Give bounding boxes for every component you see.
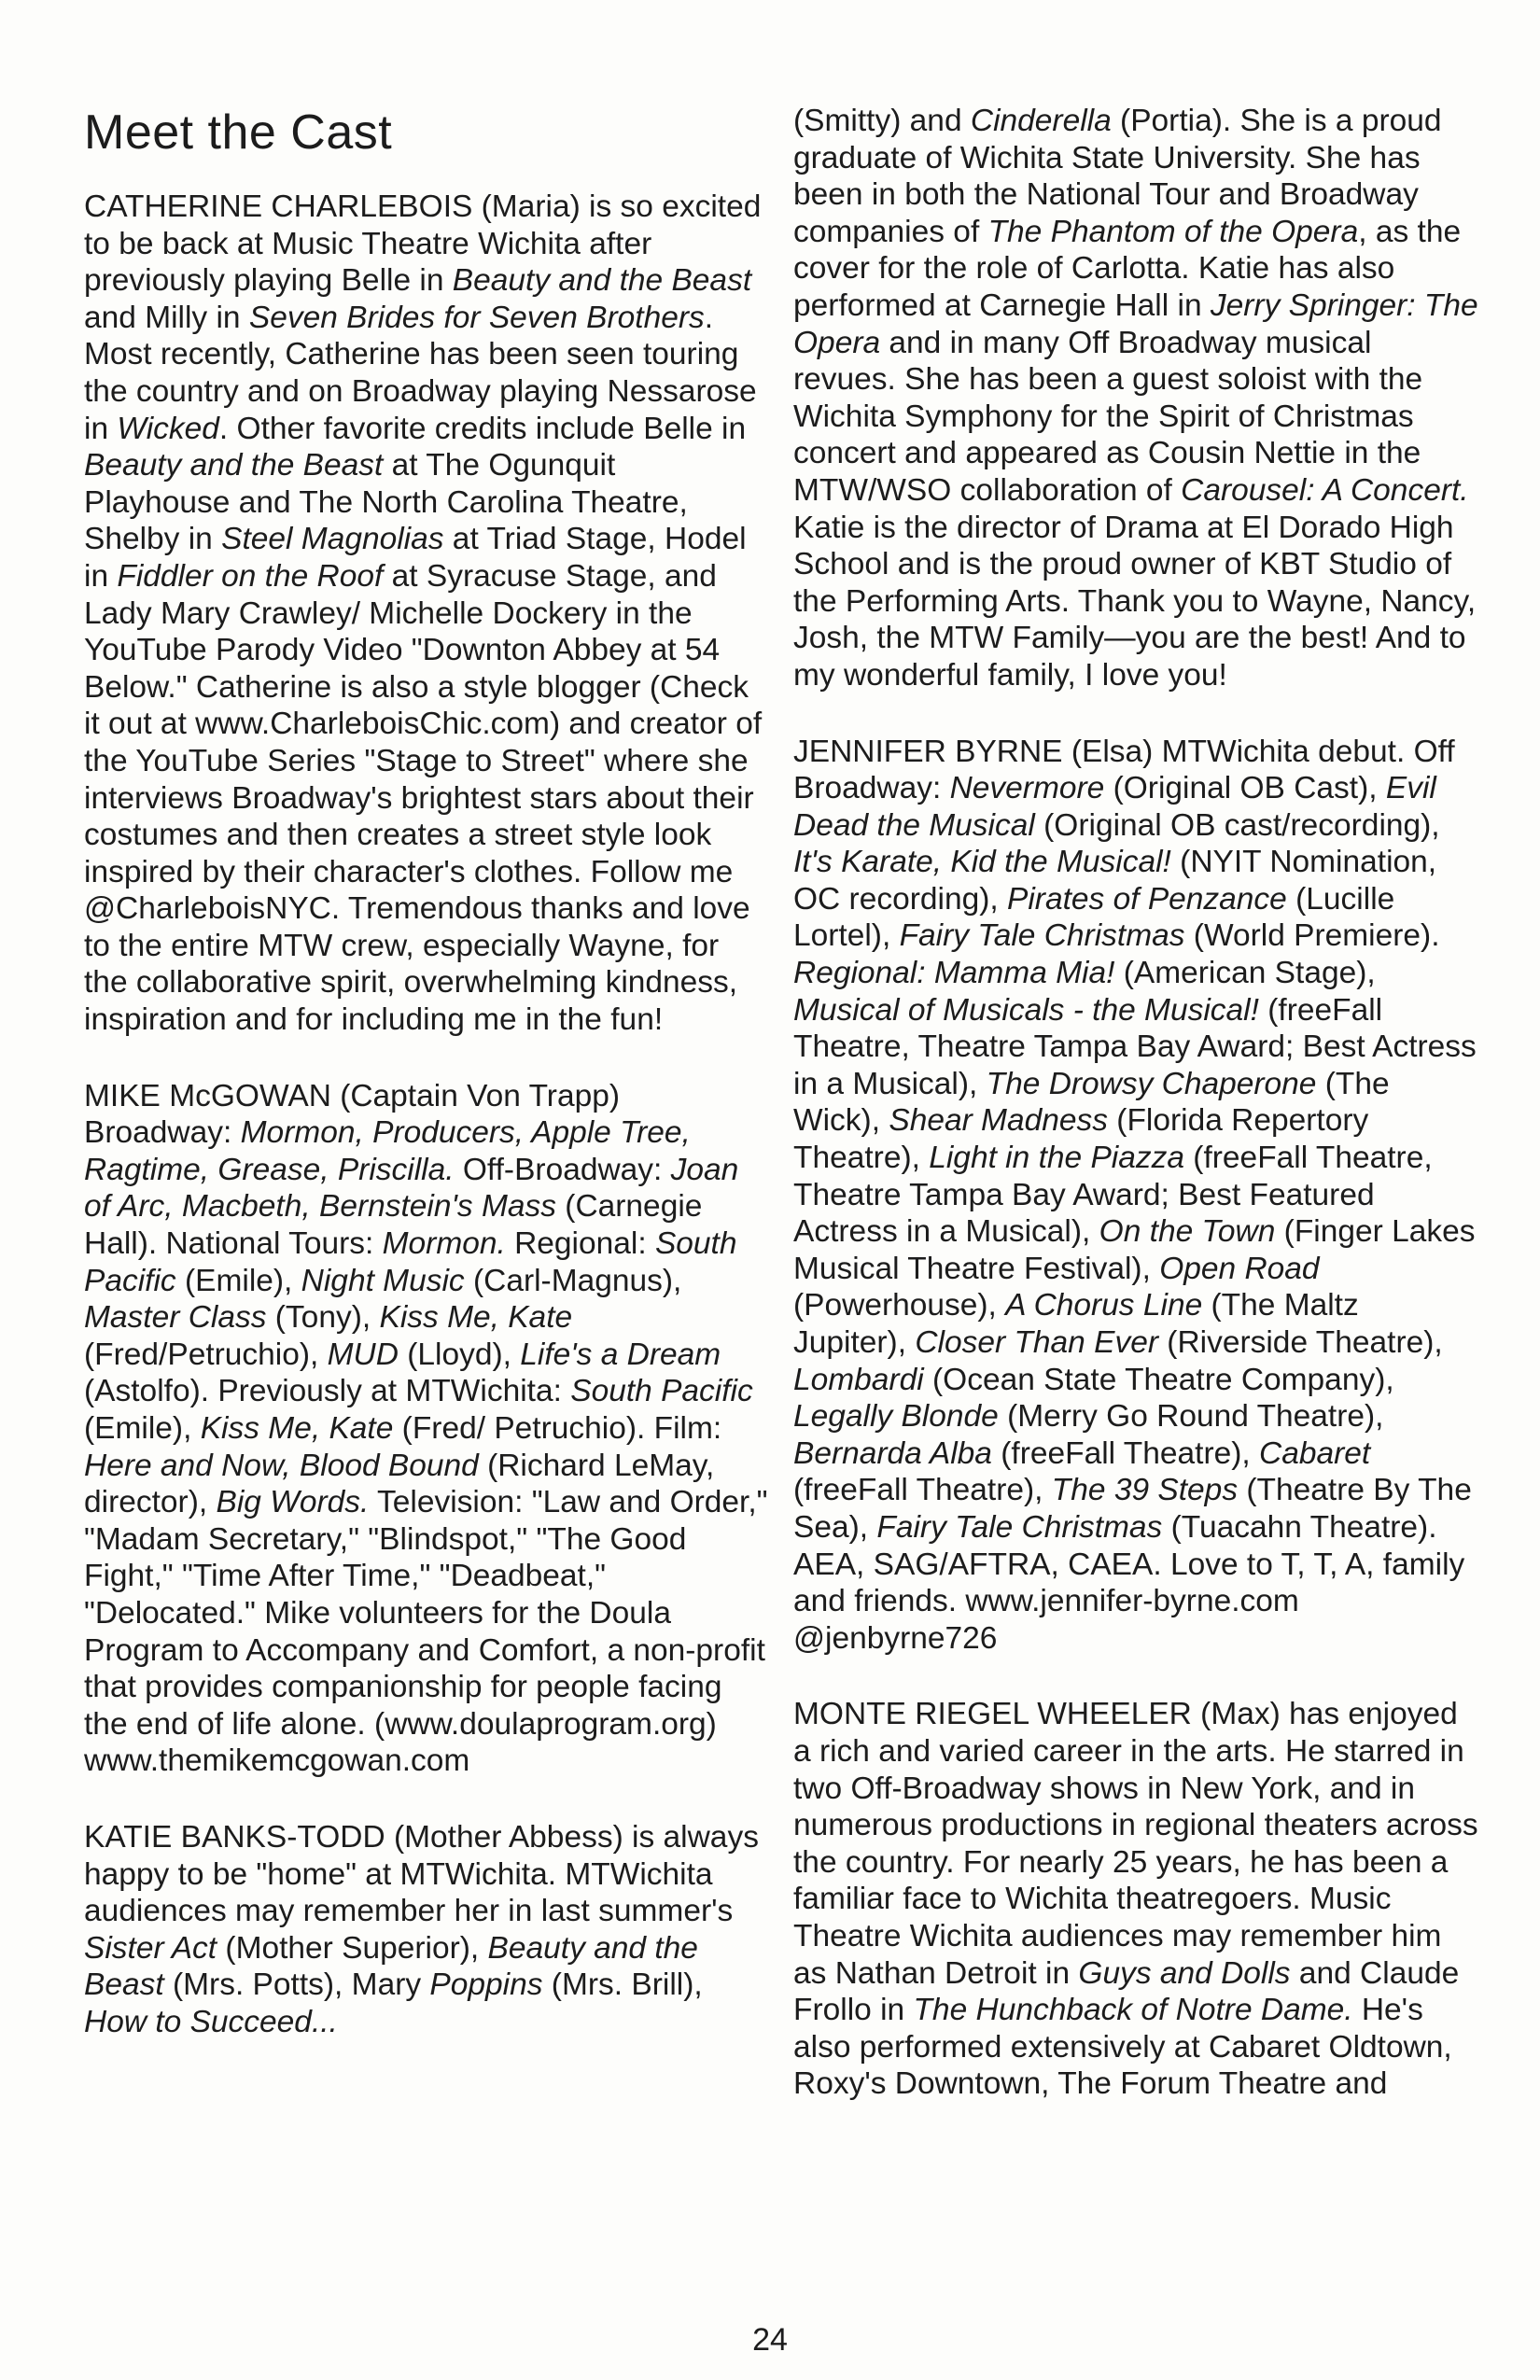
bio-text: (Fred/ Petruchio). Film: [393, 1411, 722, 1446]
show-title: Fairy Tale Christmas [876, 1509, 1163, 1545]
show-title: Kiss Me, Kate [200, 1411, 394, 1446]
bio-text: . Most recently, Catherine has been seen touring the country and on Broadway playing Nessarose in [84, 300, 757, 446]
show-title: The Drowsy Chaperone [986, 1066, 1317, 1101]
bio-text: (NYIT Nomination, OC recording), [793, 845, 1437, 917]
show-title: A Chorus Line [1005, 1288, 1203, 1323]
bio-text: (Merry Go Round Theatre), [998, 1399, 1384, 1435]
bio-text: (Carl-Magnus), [464, 1263, 682, 1298]
show-title: Night Music [301, 1263, 465, 1298]
show-title: South Pacific [570, 1374, 753, 1409]
bio-monte-riegel-wheeler [793, 1696, 1479, 2103]
show-title: Guys and Dolls [1078, 1955, 1291, 1991]
show-title: Life's a Dream [520, 1337, 721, 1372]
bio-text: (Tuacahn Theatre). AEA, SAG/AFTRA, CAEA. Love to T, T, A, family and friends. www.jennifer-byrne.com @jenbyrne726 [793, 1509, 1465, 1656]
show-title: Wicked [117, 411, 219, 446]
bio-text: (Astolfo). Previously at MTWichita: [84, 1374, 571, 1409]
bio-text: (freeFall Theatre, Theatre Tampa Bay Award; Best Actress in a Musical), [793, 992, 1477, 1101]
show-title: Lombardi [793, 1362, 924, 1397]
show-title: How to Succeed... [84, 2004, 338, 2039]
bio-text: (Emile), [84, 1411, 201, 1446]
bio-name: JENNIFER BYRNE (Elsa) [793, 734, 1154, 769]
bio-text: (Lucille Lortel), [793, 881, 1395, 954]
show-title: South Pacific [84, 1226, 737, 1298]
bio-text: He's also performed extensively at Cabaret Oldtown, Roxy's Downtown, The Forum Theatre and [793, 1993, 1452, 2102]
bio-text: (Powerhouse), [793, 1288, 1006, 1323]
page-title: Meet the Cast [84, 105, 393, 160]
bio-name: MONTE RIEGEL WHEELER (Max) [793, 1697, 1281, 1732]
show-title: Fairy Tale Christmas [899, 918, 1185, 954]
bio-text: (The Wick), [793, 1066, 1390, 1139]
bio-text: (Theatre By The Sea), [793, 1473, 1472, 1545]
bio-text: MTWichita debut. Off Broadway: [793, 734, 1455, 806]
bio-name: MIKE McGOWAN (Captain Von Trapp) [84, 1078, 621, 1113]
show-title: Beauty and the Beast [84, 1930, 698, 2003]
show-title: Closer Than Ever [915, 1325, 1158, 1360]
show-title: Jerry Springer: The Opera [793, 287, 1478, 360]
bio-text: (Fred/Petruchio), [84, 1337, 328, 1372]
show-title: Open Road [1159, 1251, 1320, 1286]
bio-text: (Original OB Cast), [1104, 771, 1386, 806]
show-title: Legally Blonde [793, 1399, 999, 1435]
page-number: 24 [752, 2322, 788, 2358]
bio-text: . Other favorite credits include Belle in [218, 411, 747, 446]
show-title: Seven Brides for Seven Brothers [248, 300, 705, 335]
bio-catherine-charlebois [84, 189, 770, 1039]
bio-text: (Riverside Theatre), [1157, 1325, 1443, 1360]
show-title: Pirates of Penzance [1007, 881, 1287, 917]
show-title: Shear Madness [889, 1103, 1108, 1139]
show-title: Sister Act [84, 1930, 217, 1966]
bio-text: is always happy to be "home" at MTWichita. MTWichita audiences may remember her in last summer's [84, 1819, 759, 1929]
bio-text: (Ocean State Theatre Company), [923, 1362, 1394, 1397]
bio-text: is so excited to be back at Music Theatre Wichita after previously playing Belle in [84, 189, 762, 299]
bio-mike-mcgowan [84, 1078, 770, 1780]
show-title: On the Town [1099, 1214, 1276, 1250]
show-title: Cinderella [970, 104, 1112, 138]
bio-katie-banks-todd [84, 1819, 770, 2041]
show-title: Regional: Mamma Mia! [793, 956, 1115, 991]
bio-text: (Florida Repertory Theatre), [793, 1103, 1369, 1176]
show-title: Fiddler on the Roof [117, 558, 384, 594]
bio-text: (Portia). She is a proud graduate of Wichita State University. She has been in both the National Tour and Broadway companies of [793, 104, 1442, 249]
bio-text: (Finger Lakes Musical Theatre Festival), [793, 1214, 1476, 1286]
right-column [793, 103, 1479, 2142]
show-title: Steel Magnolias [221, 522, 444, 557]
show-title: Poppins [429, 1967, 543, 2003]
bio-text: (The Maltz Jupiter), [793, 1288, 1359, 1360]
bio-jennifer-byrne [793, 734, 1479, 1658]
show-title: Big Words. [216, 1485, 370, 1520]
bio-text: , as the cover for the role of Carlotta. Katie has also performed at Carnegie Hall in [793, 214, 1462, 323]
show-title: Beauty and the Beast [452, 263, 752, 299]
show-title: It's Karate, Kid the Musical! [793, 845, 1171, 880]
show-title: Evil Dead the Musical [793, 771, 1436, 843]
show-title: Light in the Piazza [929, 1141, 1184, 1176]
bio-text: Katie is the director of Drama at El Dorado High School and is the proud owner of KBT Studio of the Performing Arts. Thank you to Wayne, Nancy, Josh, the MTW Family—you are the best! And to my wonderful family, I love you! [793, 510, 1477, 693]
show-title: Beauty and the Beast [84, 448, 384, 483]
show-title: Master Class [84, 1300, 267, 1336]
left-column [84, 189, 770, 2080]
show-title: Carousel: A Concert. [1181, 472, 1469, 508]
bio-text: at Triad Stage, Hodel in [84, 522, 747, 594]
show-title: MUD [327, 1337, 399, 1372]
bio-text: Regional: [505, 1226, 655, 1262]
bio-text: (freeFall Theatre), [991, 1435, 1260, 1471]
bio-text: (Smitty) and [793, 104, 971, 138]
bio-text: (freeFall Theatre, Theatre Tampa Bay Award; Best Featured Actress in a Musical), [793, 1141, 1433, 1250]
bio-text: (Tony), [266, 1300, 380, 1336]
show-title: The Hunchback of Notre Dame. [913, 1993, 1353, 2028]
bio-text: (Original OB cast/recording), [1034, 807, 1440, 843]
show-title: Bernarda Alba [793, 1435, 992, 1471]
bio-text: (Emile), [175, 1263, 301, 1298]
bio-text: Off-Broadway: [454, 1152, 671, 1187]
bio-name: CATHERINE CHARLEBOIS (Maria) [84, 189, 581, 224]
bio-name: KATIE BANKS-TODD (Mother Abbess) [84, 1819, 623, 1855]
show-title: Musical of Musicals - the Musical! [793, 992, 1259, 1028]
bio-text: at The Ogunquit Playhouse and The North Carolina Theatre, Shelby in [84, 448, 688, 557]
show-title: Mormon. [382, 1226, 506, 1262]
show-title: The 39 Steps [1051, 1473, 1239, 1508]
bio-katie-banks-todd-continued [793, 103, 1479, 694]
bio-text: has enjoyed a rich and varied career in the arts. He starred in two Off-Broadway shows in New York, and in numerous productions in regional theaters across the country. For nearly 25 years, he has been a familiar face to Wichita theatregoers. Music Theatre Wichita audiences may remember him as Nathan Detroit in [793, 1697, 1478, 1991]
bio-text: (freeFall Theatre), [793, 1473, 1052, 1508]
bio-text: (Mrs. Potts), Mary [163, 1967, 430, 2003]
bio-text: (World Premiere). [1184, 918, 1440, 954]
bio-text: (Mother Superior), [217, 1930, 488, 1966]
show-title: Kiss Me, Kate [379, 1300, 573, 1336]
show-title: Joan of Arc, Macbeth, Bernstein's Mass [84, 1152, 739, 1225]
bio-text: Broadway: [84, 1115, 241, 1151]
bio-text: at Syracuse Stage, and Lady Mary Crawley/ Michelle Dockery in the YouTube Parody Video "Downton Abbey at 54 Below." Catherine is also a style blogger (Check it out at www.CharleboisChic.com) and creator of the YouTube Series "Stage to Street" where she interviews Broadway's brightest stars about their costumes and then creates a street style look inspired by their character's clothes. Follow me @CharleboisNYC. Tremendous thanks and love to the entire MTW crew, especially Wayne, for the collaborative spirit, overwhelming kindness, inspiration and for including me in the fun! [84, 558, 763, 1038]
bio-text: and in many Off Broadway musical revues. She has been a guest soloist with the Wichita Symphony for the Spirit of Christmas concert and appeared as Cousin Nettie in the MTW/WSO collaboration of [793, 325, 1423, 508]
show-title: Here and Now, Blood Bound [84, 1448, 479, 1483]
show-title: Mormon, Producers, Apple Tree, Ragtime, Grease, Priscilla. [84, 1115, 691, 1187]
show-title: Cabaret [1259, 1435, 1371, 1471]
bio-text: (Lloyd), [398, 1337, 521, 1372]
bio-text: (American Stage), [1114, 956, 1376, 991]
bio-text: (Carnegie Hall). National Tours: [84, 1189, 703, 1262]
show-title: Nevermore [949, 771, 1105, 806]
bio-text: Television: "Law and Order," "Madam Secretary," "Blindspot," "The Good Fight," "Time After Time," "Deadbeat," "Delocated." Mike volunteers for the Doula Program to Accompany and Comfort, a non-profit that provides companionship for people facing the end of life alone. (www.doulaprogram.org) www.themikemcgowan.com [84, 1485, 768, 1779]
bio-text: and Milly in [84, 300, 249, 335]
bio-text: (Richard LeMay, director), [84, 1448, 715, 1520]
show-title: The Phantom of the Opera [987, 214, 1359, 249]
bio-text: and Claude Frollo in [793, 1955, 1460, 2028]
bio-text: (Mrs. Brill), [542, 1967, 703, 2003]
